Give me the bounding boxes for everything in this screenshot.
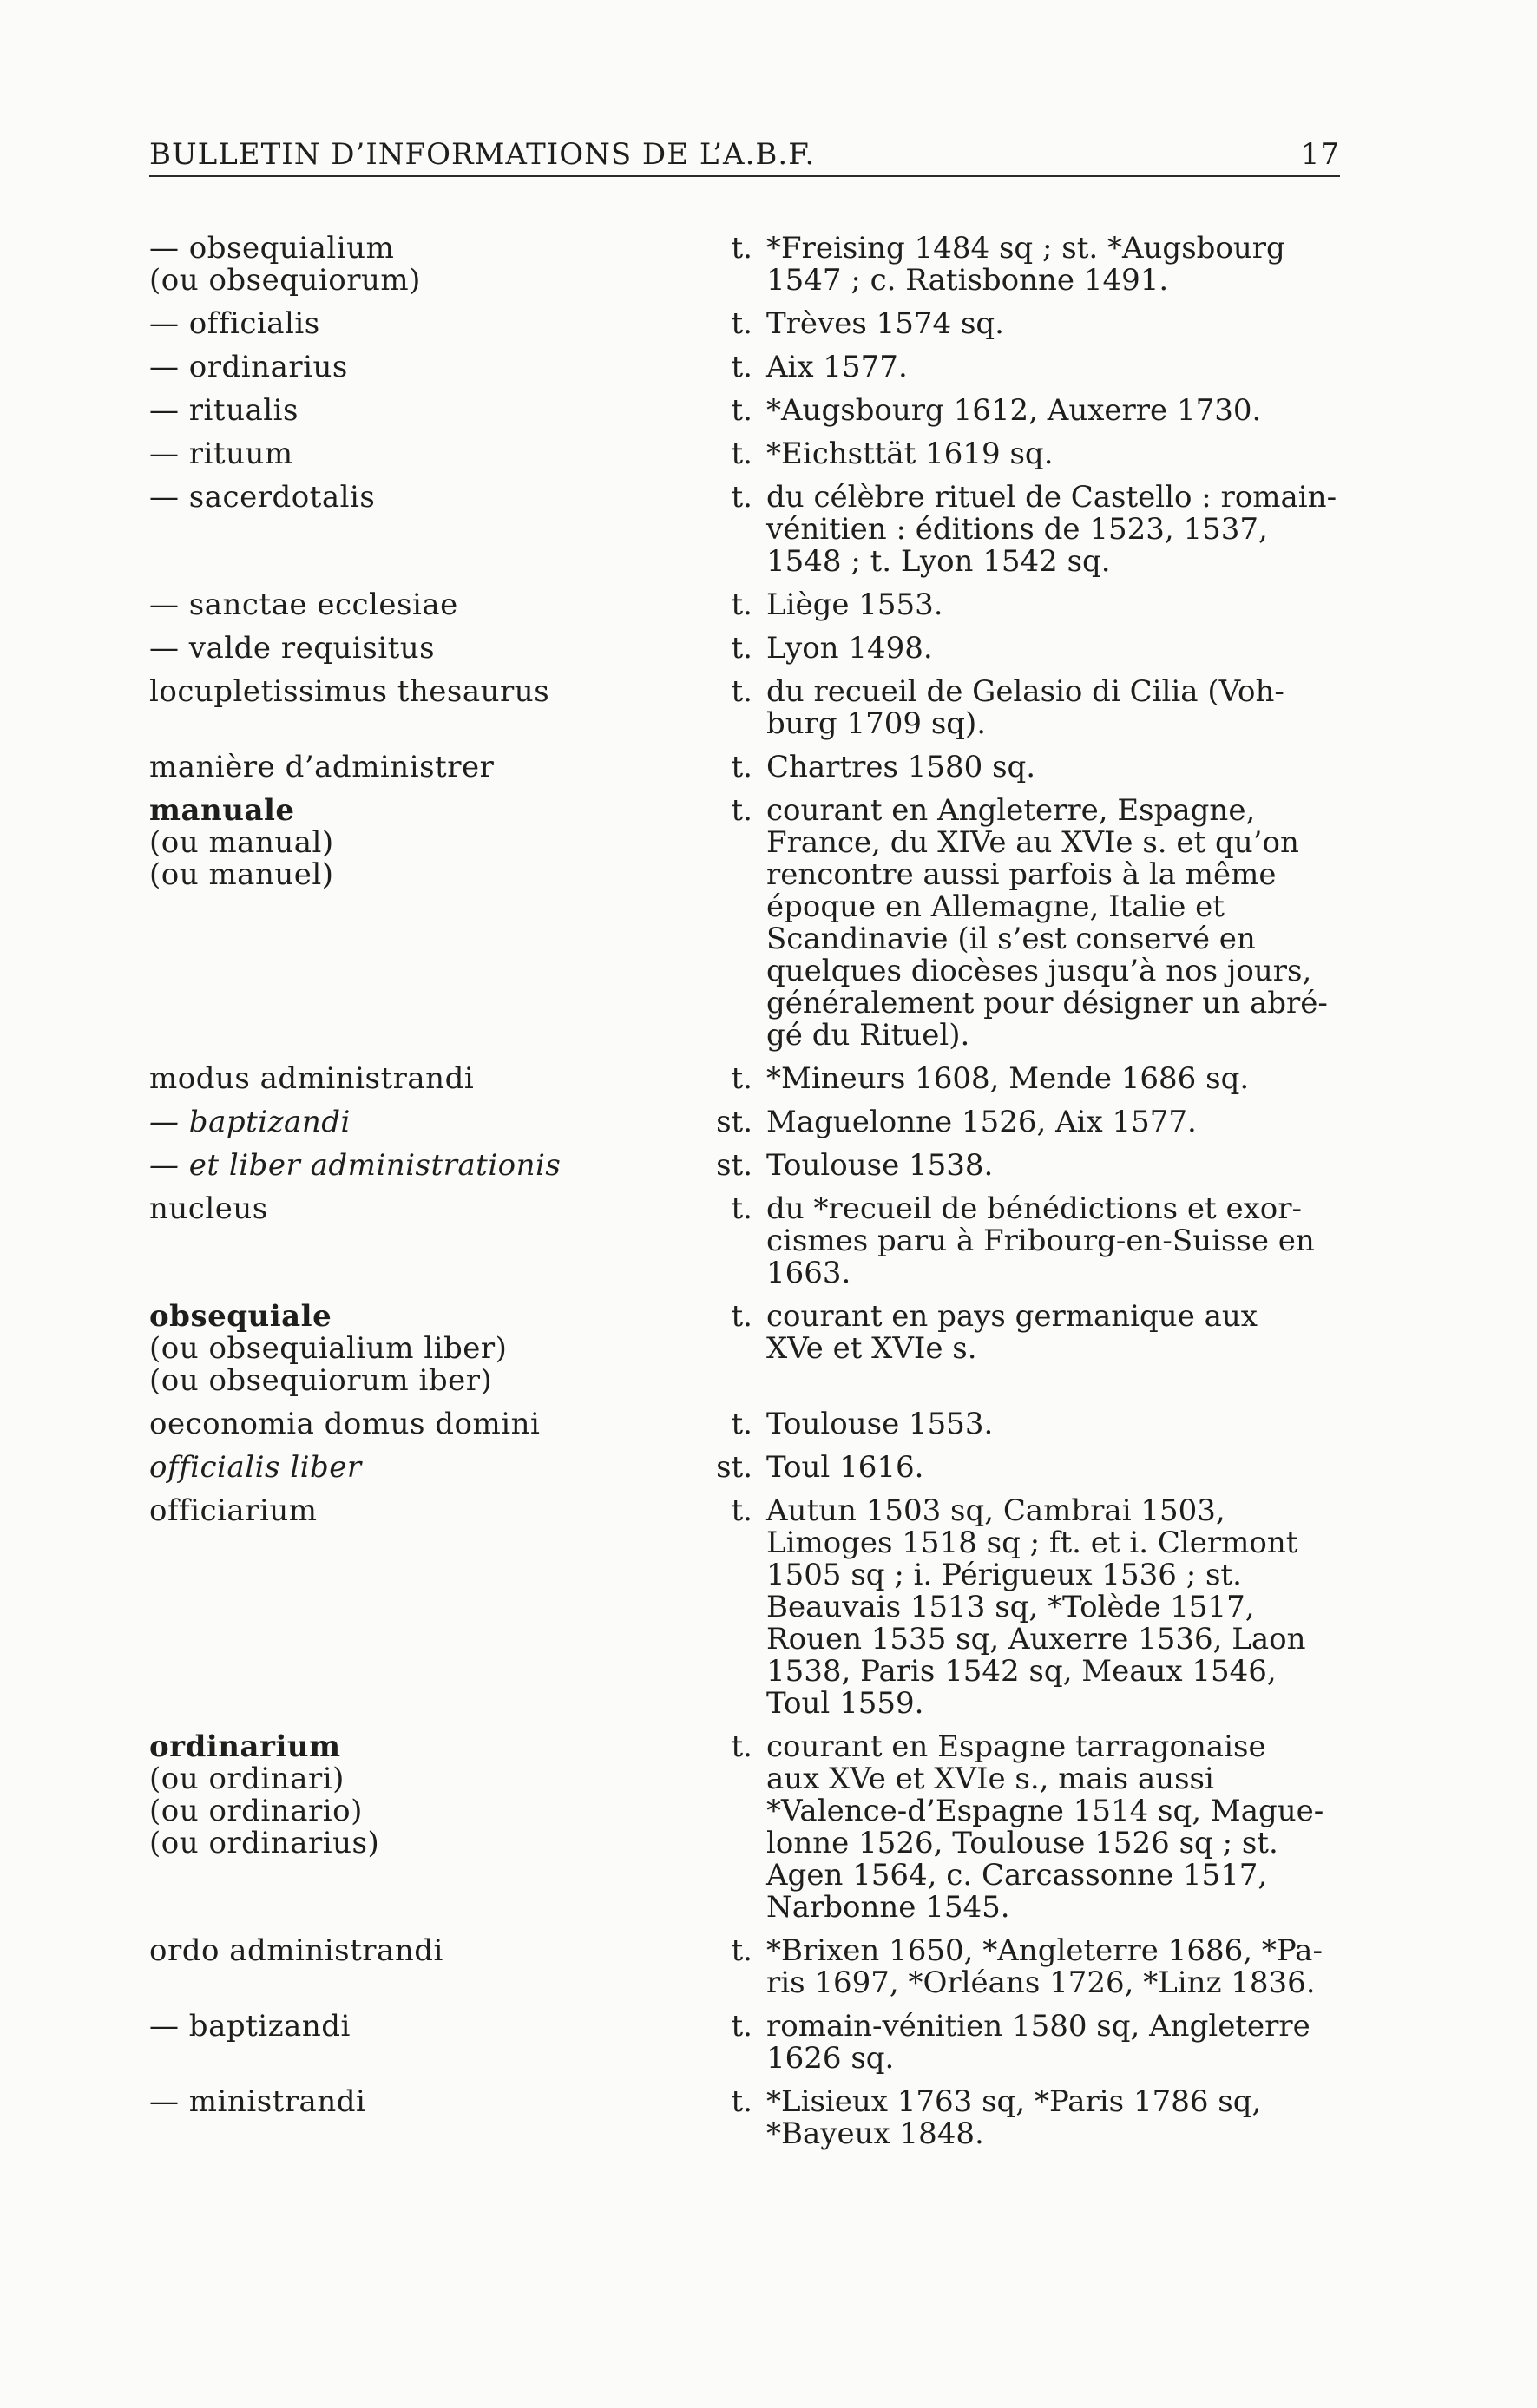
term-variant: (ou ordinari)	[149, 1762, 345, 1796]
description-line: vénitien : éditions de 1523, 1537,	[766, 512, 1268, 547]
entry-description	[766, 2086, 1340, 2150]
entry-term	[149, 2011, 701, 2075]
term-headword: nucleus	[149, 1191, 268, 1226]
term-headword: — obsequialium	[149, 231, 395, 266]
description-line: ris 1697, *Orléans 1726, *Linz 1836.	[766, 1965, 1316, 2000]
entry-abbreviation: t.	[731, 2009, 752, 2044]
entry-term	[149, 676, 701, 740]
entry-term	[149, 438, 701, 470]
description-line: époque en Allemagne, Italie et	[766, 889, 1225, 924]
description-line: *Augsbourg 1612, Auxerre 1730.	[766, 393, 1262, 428]
term-headword: modus administrandi	[149, 1061, 475, 1096]
glossary-entry	[149, 395, 1340, 427]
description-line: Agen 1564, c. Carcassonne 1517,	[766, 1858, 1268, 1893]
description-line: courant en pays germanique aux	[766, 1299, 1258, 1334]
entry-description	[766, 633, 1340, 665]
term-headword: — et liber administrationis	[149, 1148, 562, 1183]
description-line: Lyon 1498.	[766, 631, 933, 666]
entry-list	[149, 233, 1340, 2162]
entry-term	[149, 1150, 701, 1182]
description-line: Toulouse 1553.	[766, 1407, 994, 1441]
term-headword: oeconomia domus domini	[149, 1407, 541, 1441]
entry-description	[766, 351, 1340, 384]
description-line: XVe et XVIe s.	[766, 1331, 977, 1366]
term-variant: (ou ordinario)	[149, 1794, 363, 1828]
glossary-entry	[149, 438, 1340, 470]
description-line: 1538, Paris 1542 sq, Meaux 1546,	[766, 1654, 1277, 1689]
entry-description	[766, 1063, 1340, 1095]
entry-term	[149, 1301, 701, 1397]
entry-term	[149, 751, 701, 784]
term-headword: ordo administrandi	[149, 1933, 443, 1968]
entry-abbreviation: t.	[731, 306, 752, 341]
description-line: gé du Rituel).	[766, 1018, 970, 1053]
entry-term	[149, 1106, 701, 1138]
glossary-entry	[149, 1495, 1340, 1720]
entry-term	[149, 1408, 701, 1440]
term-headword: — baptizandi	[149, 2009, 351, 2044]
description-line: Beauvais 1513 sq, *Tolède 1517,	[766, 1590, 1255, 1624]
entry-term	[149, 482, 701, 578]
description-line: romain-vénitien 1580 sq, Angleterre	[766, 2009, 1310, 2044]
description-line: cismes paru à Fribourg-en-Suisse en	[766, 1224, 1315, 1258]
entry-abbreviation: t.	[731, 1933, 752, 1968]
glossary-entry	[149, 1150, 1340, 1182]
term-headword: — ritualis	[149, 393, 299, 428]
glossary-entry	[149, 589, 1340, 621]
entry-term	[149, 1063, 701, 1095]
entry-description	[766, 482, 1340, 578]
entry-abbreviation: st.	[716, 1105, 752, 1139]
entry-description	[766, 395, 1340, 427]
description-line: France, du XIVe au XVIe s. et qu’on	[766, 825, 1299, 860]
description-line: Toul 1616.	[766, 1450, 924, 1485]
entry-abbreviation: t.	[731, 231, 752, 266]
term-variant: (ou manuel)	[149, 857, 334, 892]
entry-term	[149, 233, 701, 297]
description-line: Chartres 1580 sq.	[766, 750, 1036, 784]
entry-description	[766, 1731, 1340, 1924]
entry-abbreviation: t.	[731, 1299, 752, 1334]
glossary-entry	[149, 633, 1340, 665]
entry-abbreviation: t.	[731, 793, 752, 828]
entry-description	[766, 589, 1340, 621]
description-line: du recueil de Gelasio di Cilia (Voh-	[766, 674, 1284, 709]
entry-description	[766, 1150, 1340, 1182]
glossary-entry	[149, 1301, 1340, 1397]
term-headword: — sanctae ecclesiae	[149, 587, 458, 622]
description-line: Liège 1553.	[766, 587, 943, 622]
term-headword: locupletissimus thesaurus	[149, 674, 550, 709]
entry-description	[766, 1301, 1340, 1397]
entry-abbreviation: t.	[731, 1061, 752, 1096]
term-variant: (ou obsequialium liber)	[149, 1331, 508, 1366]
page-number: 17	[1300, 137, 1340, 172]
entry-term	[149, 351, 701, 384]
entry-term	[149, 795, 701, 1052]
description-line: Rouen 1535 sq, Auxerre 1536, Laon	[766, 1622, 1306, 1657]
glossary-entry	[149, 308, 1340, 340]
entry-abbreviation: t.	[731, 436, 752, 471]
glossary-entry	[149, 751, 1340, 784]
term-headword: — officialis	[149, 306, 320, 341]
journal-title: BULLETIN D’INFORMATIONS DE L’A.B.F.	[149, 137, 816, 172]
entry-description	[766, 233, 1340, 297]
entry-term	[149, 1935, 701, 1999]
term-variant: (ou obsequiorum)	[149, 263, 421, 298]
description-line: *Eichsttät 1619 sq.	[766, 436, 1054, 471]
term-headword: officiarium	[149, 1493, 318, 1528]
description-line: *Bayeux 1848.	[766, 2116, 984, 2151]
entry-term	[149, 395, 701, 427]
description-line: *Brixen 1650, *Angleterre 1686, *Pa-	[766, 1933, 1323, 1968]
glossary-entry	[149, 1106, 1340, 1138]
term-headword: — valde requisitus	[149, 631, 436, 666]
description-line: courant en Angleterre, Espagne,	[766, 793, 1256, 828]
glossary-entry	[149, 351, 1340, 384]
description-line: Autun 1503 sq, Cambrai 1503,	[766, 1493, 1225, 1528]
description-line: Trèves 1574 sq.	[766, 306, 1004, 341]
entry-description	[766, 2011, 1340, 2075]
term-variant: (ou ordinarius)	[149, 1826, 380, 1860]
description-line: 1663.	[766, 1256, 851, 1290]
term-headword: — sacerdotalis	[149, 480, 376, 515]
glossary-entry	[149, 2011, 1340, 2075]
entry-description	[766, 1106, 1340, 1138]
entry-description	[766, 1408, 1340, 1440]
entry-description	[766, 676, 1340, 740]
description-line: rencontre aussi parfois à la même	[766, 857, 1277, 892]
entry-description	[766, 1193, 1340, 1289]
description-line: Toul 1559.	[766, 1686, 924, 1721]
glossary-entry	[149, 1193, 1340, 1289]
entry-description	[766, 1495, 1340, 1720]
description-line: 1505 sq ; i. Périgueux 1536 ; st.	[766, 1558, 1242, 1592]
entry-term	[149, 1452, 701, 1484]
entry-description	[766, 795, 1340, 1052]
description-line: *Mineurs 1608, Mende 1686 sq.	[766, 1061, 1250, 1096]
entry-abbreviation: t.	[731, 350, 752, 384]
description-line: 1548 ; t. Lyon 1542 sq.	[766, 544, 1111, 579]
description-line: aux XVe et XVIe s., mais aussi	[766, 1762, 1214, 1796]
entry-description	[766, 751, 1340, 784]
glossary-entry	[149, 1935, 1340, 1999]
entry-abbreviation: st.	[716, 1148, 752, 1183]
term-headword: manière d’administrer	[149, 750, 495, 784]
entry-abbreviation: t.	[731, 674, 752, 709]
entry-description	[766, 438, 1340, 470]
entry-description	[766, 1935, 1340, 1999]
description-line: Narbonne 1545.	[766, 1890, 1010, 1925]
entry-abbreviation: t.	[731, 480, 752, 515]
entry-abbreviation: st.	[716, 1450, 752, 1485]
description-line: Aix 1577.	[766, 350, 908, 384]
entry-abbreviation: t.	[731, 1729, 752, 1764]
glossary-entry	[149, 1452, 1340, 1484]
entry-term	[149, 589, 701, 621]
entry-description	[766, 308, 1340, 340]
entry-abbreviation: t.	[731, 631, 752, 666]
term-headword: manuale	[149, 793, 295, 828]
glossary-entry	[149, 1731, 1340, 1924]
glossary-entry	[149, 795, 1340, 1052]
term-headword: — ministrandi	[149, 2084, 366, 2119]
description-line: Maguelonne 1526, Aix 1577.	[766, 1105, 1197, 1139]
description-line: courant en Espagne tarragonaise	[766, 1729, 1266, 1764]
entry-term	[149, 633, 701, 665]
entry-description	[766, 1452, 1340, 1484]
term-variant: (ou manual)	[149, 825, 334, 860]
description-line: quelques diocèses jusqu’à nos jours,	[766, 954, 1312, 988]
glossary-entry	[149, 1063, 1340, 1095]
entry-abbreviation: t.	[731, 750, 752, 784]
entry-abbreviation: t.	[731, 587, 752, 622]
entry-abbreviation: t.	[731, 393, 752, 428]
entry-abbreviation: t.	[731, 1493, 752, 1528]
term-headword: officialis liber	[149, 1450, 362, 1485]
description-line: 1547 ; c. Ratisbonne 1491.	[766, 263, 1169, 298]
description-line: Toulouse 1538.	[766, 1148, 994, 1183]
glossary-entry	[149, 233, 1340, 297]
entry-term	[149, 1193, 701, 1289]
term-variant: (ou obsequiorum iber)	[149, 1363, 493, 1398]
description-line: Limoges 1518 sq ; ft. et i. Clermont	[766, 1526, 1298, 1560]
description-line: du célèbre rituel de Castello : romain-	[766, 480, 1337, 515]
glossary-entry	[149, 482, 1340, 578]
term-headword: obsequiale	[149, 1299, 332, 1334]
description-line: *Freising 1484 sq ; st. *Augsbourg	[766, 231, 1285, 266]
description-line: du *recueil de bénédictions et exor-	[766, 1191, 1302, 1226]
glossary-entry	[149, 1408, 1340, 1440]
running-header	[149, 137, 1340, 177]
description-line: burg 1709 sq).	[766, 706, 987, 741]
description-line: généralement pour désigner un abré-	[766, 986, 1328, 1020]
term-headword: — rituum	[149, 436, 293, 471]
entry-abbreviation: t.	[731, 1191, 752, 1226]
entry-abbreviation: t.	[731, 2084, 752, 2119]
entry-term	[149, 1495, 701, 1720]
description-line: lonne 1526, Toulouse 1526 sq ; st.	[766, 1826, 1278, 1860]
entry-term	[149, 2086, 701, 2150]
description-line: Scandinavie (il s’est conservé en	[766, 922, 1256, 956]
description-line: *Lisieux 1763 sq, *Paris 1786 sq,	[766, 2084, 1262, 2119]
entry-term	[149, 308, 701, 340]
entry-term	[149, 1731, 701, 1924]
glossary-entry	[149, 676, 1340, 740]
glossary-entry	[149, 2086, 1340, 2150]
term-headword: — ordinarius	[149, 350, 348, 384]
description-line: *Valence-d’Espagne 1514 sq, Mague-	[766, 1794, 1324, 1828]
term-headword: ordinarium	[149, 1729, 341, 1764]
entry-abbreviation: t.	[731, 1407, 752, 1441]
term-headword: — baptizandi	[149, 1105, 351, 1139]
description-line: 1626 sq.	[766, 2041, 895, 2076]
